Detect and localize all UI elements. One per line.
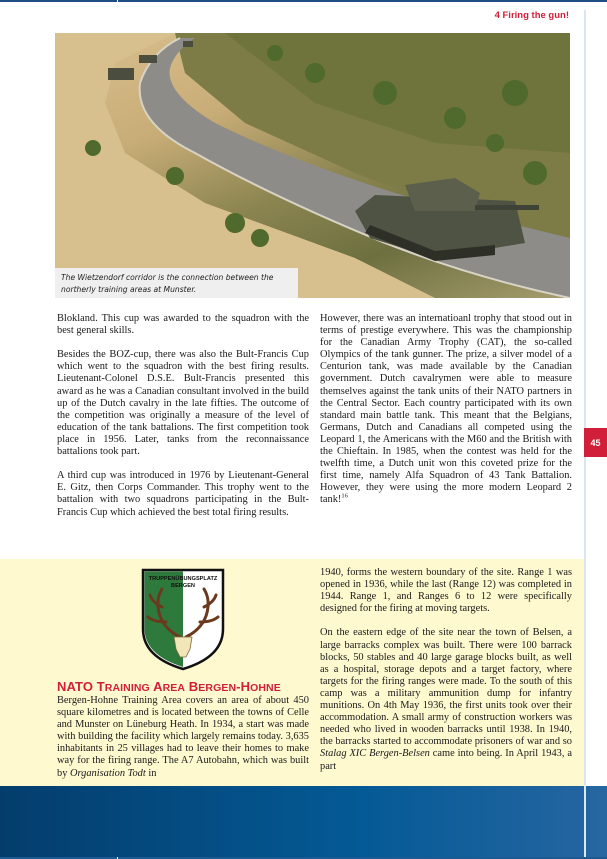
svg-text:TRUPPENÜBUNGSPLATZ: TRUPPENÜBUNGSPLATZ [148, 576, 218, 582]
heading-part: B [188, 679, 199, 694]
heading-part: RAINING [104, 682, 150, 694]
paragraph-text: However, there was an internatioanl trophy that stood out in terms of prestige everywhere. This was the championship for the Canadian Army Trophy (CAT), the so-called Olympics of the tank gunner. The prize, a silver model of a Centurion tank, was made available by the Canadian government. Dutch cavalrymen were able to measure themselves against the tank units of their NATO partners in the Central Sector. Each country participated with its own standard main battle tank. This meant that the Belgians, Germans, Dutch and Canadians all competed using the Leopard 1, the Americans with the M60 and the British with the Chieftain. In 1985, when the contest was held for the twelfth time, a Dutch unit won this coveted prize for the first time, namely Alfa Squadron of 43 Tank Battalion. However, they were using the more modern Leopard 2 tank! [320, 313, 572, 506]
heading-part: OHNE [250, 682, 281, 694]
page-number-tab: 45 [584, 428, 607, 457]
heading-part: T [96, 679, 105, 694]
paragraph-text: On the eastern edge of the site near the town of Belsen, a large barracks complex was built. There were 100 barrack blocks, 50 stables and 40 large garage blocks built, as well as a hospital, storage depots and a target factory, where targets for the firing ranges were made. To the south of this camp was a military ammunition dump for infantry munitions. On 4th May 1936, the first units took over their accommodation. A small army of construction workers was needed who lived in wooden barracks until 1938. In 1940, the barracks started to accommodate prisoners of war and so [320, 627, 572, 748]
svg-text:BERGEN: BERGEN [171, 583, 195, 589]
paragraph-italic: Stalag XIC Bergen-Belsen [320, 748, 430, 760]
paragraph-text: in [145, 767, 157, 779]
top-border-tick [117, 0, 118, 2]
box-heading: NATO TRAINING AREA BERGEN-HOHNE [57, 679, 281, 694]
tank-photo [55, 33, 570, 298]
heading-part: NATO [57, 679, 94, 694]
paragraph: 1940, forms the western boundary of the site. Range 1 was opened in 1936, while the last (Range 12) was completed in 1944. Range 1, and Ranges 6 to 12 were specifically designed for the firing at moving targets. [320, 567, 572, 615]
crest-icon [140, 567, 226, 671]
photo-caption: The Wietzendorf corridor is the connection between the northerly training areas at Munster. [55, 268, 298, 298]
footer-band [0, 786, 607, 859]
right-column [320, 313, 572, 519]
paragraph [320, 313, 572, 507]
paragraph: A third cup was introduced in 1976 by Lieutenant-General E. Gitz, then Corps Commander. This trophy went to the battalion with two squadrons participating in the Bult-Francis Cup which achieved the best total firing results. [57, 470, 309, 518]
heading-part: REA [162, 682, 186, 694]
box-right-column [320, 567, 572, 785]
paragraph-italic: Organisation Todt [70, 767, 146, 779]
top-border [0, 0, 607, 2]
heading-part: ERGEN [198, 682, 237, 694]
paragraph [320, 627, 572, 772]
heading-part: H [240, 679, 251, 694]
heading-part: A [153, 679, 163, 694]
paragraph [57, 695, 309, 780]
footer-separator [584, 786, 586, 859]
box-left-column [57, 695, 309, 792]
margin-rule [584, 10, 586, 785]
paragraph: Blokland. This cup was awarded to the squadron with the best general skills. [57, 313, 309, 337]
tank-road-illustration [55, 33, 570, 298]
left-column [57, 313, 309, 531]
running-head: 4 Firing the gun! [494, 10, 569, 21]
paragraph: Besides the BOZ-cup, there was also the Bult-Francis Cup which went to the squadron with the best firing results. Lieutenant-Colonel D.S.E. Bult-Francis presented this award as he was a Canadian consultant involved in the build up of the Dutch cavalry in the late fifties. The outcome of the competition was originally a measure of the level of education of the tank battalions. The first competition took place in 1956. Later, tanks from the reconnaissance battalions took part. [57, 349, 309, 458]
paragraph-text: came into being. In April 1943, a part [320, 748, 572, 772]
footnote-ref[interactable]: 16 [341, 492, 348, 500]
paragraph-text: Bergen-Hohne Training Area covers an area of about 450 square kilometres and is located between the towns of Celle and Munster on Lüneburg Heath. In 1934, a start was made with building the facility which largely remains today. 3,635 inhabitants in 25 villages had to leave their homes to make way for the firing range. The A7 Autobahn, which was built by [57, 695, 309, 779]
